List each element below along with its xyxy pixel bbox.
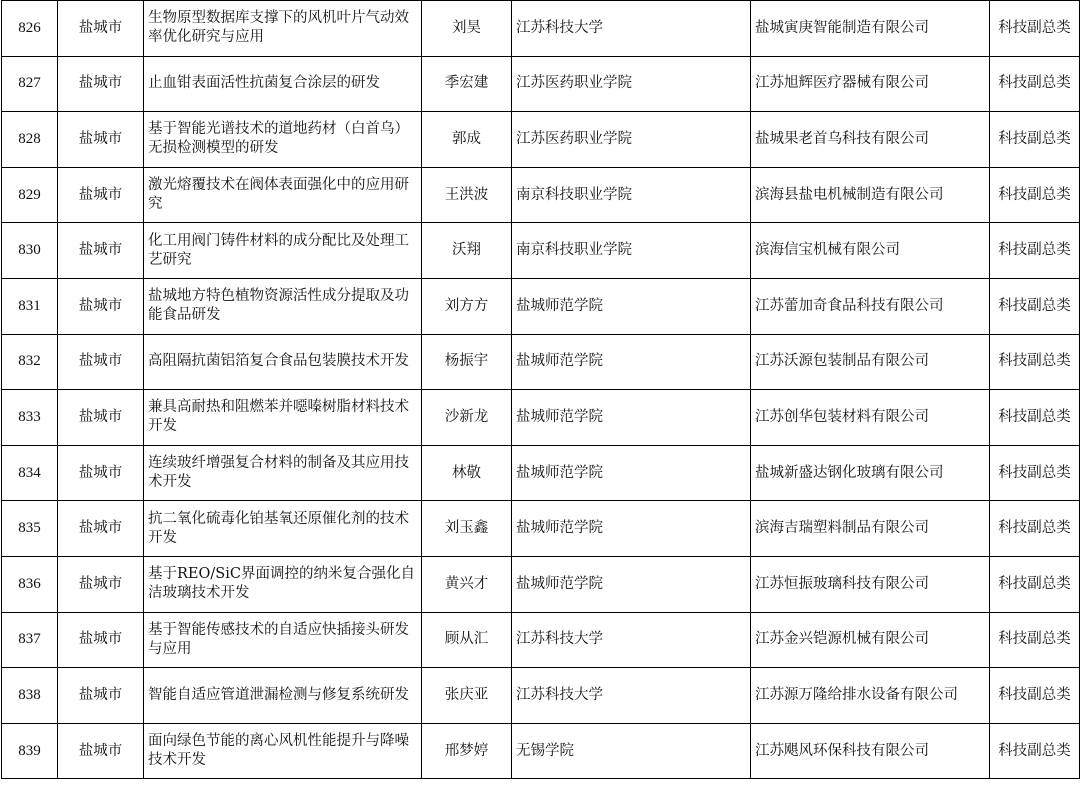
cell-city: 盐城市 [58, 445, 144, 501]
cell-person-name: 刘玉鑫 [422, 501, 512, 557]
cell-company: 江苏恒振玻璃科技有限公司 [751, 556, 990, 612]
cell-category: 科技副总类 [990, 334, 1080, 390]
cell-person-name: 刘昊 [422, 1, 512, 57]
cell-project-title: 基于REO/SiC界面调控的纳米复合强化自洁玻璃技术开发 [144, 556, 422, 612]
cell-institution: 江苏科技大学 [512, 1, 751, 57]
table-body [2, 1, 1080, 779]
table-row [2, 668, 1080, 724]
cell-category: 科技副总类 [990, 723, 1080, 779]
cell-person-name: 张庆亚 [422, 668, 512, 724]
cell-number: 826 [2, 1, 58, 57]
table-row [2, 278, 1080, 334]
cell-number: 835 [2, 501, 58, 557]
cell-number: 827 [2, 56, 58, 112]
cell-number: 833 [2, 390, 58, 446]
cell-city: 盐城市 [58, 334, 144, 390]
cell-city: 盐城市 [58, 556, 144, 612]
cell-company: 江苏蕾加奇食品科技有限公司 [751, 278, 990, 334]
cell-company: 江苏源万隆给排水设备有限公司 [751, 668, 990, 724]
table-row [2, 723, 1080, 779]
cell-city: 盐城市 [58, 612, 144, 668]
cell-institution: 盐城师范学院 [512, 334, 751, 390]
cell-number: 831 [2, 278, 58, 334]
cell-city: 盐城市 [58, 723, 144, 779]
cell-category: 科技副总类 [990, 668, 1080, 724]
table-row [2, 501, 1080, 557]
cell-institution: 无锡学院 [512, 723, 751, 779]
cell-city: 盐城市 [58, 668, 144, 724]
cell-person-name: 杨振宇 [422, 334, 512, 390]
cell-company: 滨海信宝机械有限公司 [751, 223, 990, 279]
cell-person-name: 沃翔 [422, 223, 512, 279]
table-row [2, 56, 1080, 112]
cell-person-name: 季宏建 [422, 56, 512, 112]
cell-person-name: 黄兴才 [422, 556, 512, 612]
cell-category: 科技副总类 [990, 556, 1080, 612]
cell-project-title: 抗二氧化硫毒化铂基氧还原催化剂的技术开发 [144, 501, 422, 557]
table-row [2, 167, 1080, 223]
cell-project-title: 兼具高耐热和阻燃苯并噁嗪树脂材料技术开发 [144, 390, 422, 446]
cell-category: 科技副总类 [990, 1, 1080, 57]
project-table [1, 0, 1080, 779]
cell-project-title: 激光熔覆技术在阀体表面强化中的应用研究 [144, 167, 422, 223]
cell-category: 科技副总类 [990, 112, 1080, 168]
cell-company: 江苏旭辉医疗器械有限公司 [751, 56, 990, 112]
cell-company: 江苏飓风环保科技有限公司 [751, 723, 990, 779]
cell-institution: 盐城师范学院 [512, 445, 751, 501]
cell-project-title: 基于智能光谱技术的道地药材（白首乌）无损检测模型的研发 [144, 112, 422, 168]
cell-category: 科技副总类 [990, 167, 1080, 223]
cell-project-title: 化工用阀门铸件材料的成分配比及处理工艺研究 [144, 223, 422, 279]
cell-institution: 盐城师范学院 [512, 390, 751, 446]
table-row [2, 556, 1080, 612]
cell-number: 830 [2, 223, 58, 279]
cell-person-name: 郭成 [422, 112, 512, 168]
cell-person-name: 林敬 [422, 445, 512, 501]
cell-person-name: 邢梦婷 [422, 723, 512, 779]
cell-project-title: 盐城地方特色植物资源活性成分提取及功能食品研发 [144, 278, 422, 334]
cell-company: 盐城寅庚智能制造有限公司 [751, 1, 990, 57]
table-row [2, 390, 1080, 446]
cell-number: 836 [2, 556, 58, 612]
cell-project-title: 生物原型数据库支撑下的风机叶片气动效率优化研究与应用 [144, 1, 422, 57]
cell-city: 盐城市 [58, 56, 144, 112]
cell-person-name: 顾从汇 [422, 612, 512, 668]
table-row [2, 445, 1080, 501]
table-row [2, 612, 1080, 668]
cell-project-title: 面向绿色节能的离心风机性能提升与降噪技术开发 [144, 723, 422, 779]
cell-company: 滨海县盐电机械制造有限公司 [751, 167, 990, 223]
cell-category: 科技副总类 [990, 501, 1080, 557]
cell-city: 盐城市 [58, 167, 144, 223]
table-row [2, 223, 1080, 279]
cell-project-title: 连续玻纤增强复合材料的制备及其应用技术开发 [144, 445, 422, 501]
cell-city: 盐城市 [58, 390, 144, 446]
cell-number: 838 [2, 668, 58, 724]
cell-company: 江苏创华包装材料有限公司 [751, 390, 990, 446]
cell-institution: 江苏科技大学 [512, 612, 751, 668]
cell-institution: 盐城师范学院 [512, 278, 751, 334]
cell-category: 科技副总类 [990, 445, 1080, 501]
cell-institution: 江苏医药职业学院 [512, 56, 751, 112]
cell-company: 盐城新盛达钢化玻璃有限公司 [751, 445, 990, 501]
cell-institution: 江苏医药职业学院 [512, 112, 751, 168]
cell-company: 江苏沃源包装制品有限公司 [751, 334, 990, 390]
cell-number: 839 [2, 723, 58, 779]
cell-city: 盐城市 [58, 501, 144, 557]
cell-city: 盐城市 [58, 112, 144, 168]
cell-project-title: 止血钳表面活性抗菌复合涂层的研发 [144, 56, 422, 112]
cell-category: 科技副总类 [990, 390, 1080, 446]
cell-number: 834 [2, 445, 58, 501]
cell-city: 盐城市 [58, 223, 144, 279]
table-row [2, 334, 1080, 390]
cell-number: 837 [2, 612, 58, 668]
cell-number: 829 [2, 167, 58, 223]
cell-institution: 江苏科技大学 [512, 668, 751, 724]
table-row [2, 112, 1080, 168]
cell-company: 盐城果老首乌科技有限公司 [751, 112, 990, 168]
cell-city: 盐城市 [58, 278, 144, 334]
cell-institution: 盐城师范学院 [512, 501, 751, 557]
cell-project-title: 基于智能传感技术的自适应快插接头研发与应用 [144, 612, 422, 668]
cell-category: 科技副总类 [990, 278, 1080, 334]
cell-category: 科技副总类 [990, 56, 1080, 112]
cell-person-name: 刘方方 [422, 278, 512, 334]
cell-institution: 南京科技职业学院 [512, 223, 751, 279]
cell-project-title: 高阻隔抗菌铝箔复合食品包装膜技术开发 [144, 334, 422, 390]
table-row [2, 1, 1080, 57]
cell-number: 832 [2, 334, 58, 390]
cell-institution: 南京科技职业学院 [512, 167, 751, 223]
cell-institution: 盐城师范学院 [512, 556, 751, 612]
cell-company: 滨海吉瑞塑料制品有限公司 [751, 501, 990, 557]
cell-category: 科技副总类 [990, 612, 1080, 668]
cell-number: 828 [2, 112, 58, 168]
cell-person-name: 沙新龙 [422, 390, 512, 446]
cell-company: 江苏金兴铠源机械有限公司 [751, 612, 990, 668]
cell-project-title: 智能自适应管道泄漏检测与修复系统研发 [144, 668, 422, 724]
cell-person-name: 王洪波 [422, 167, 512, 223]
cell-category: 科技副总类 [990, 223, 1080, 279]
cell-city: 盐城市 [58, 1, 144, 57]
